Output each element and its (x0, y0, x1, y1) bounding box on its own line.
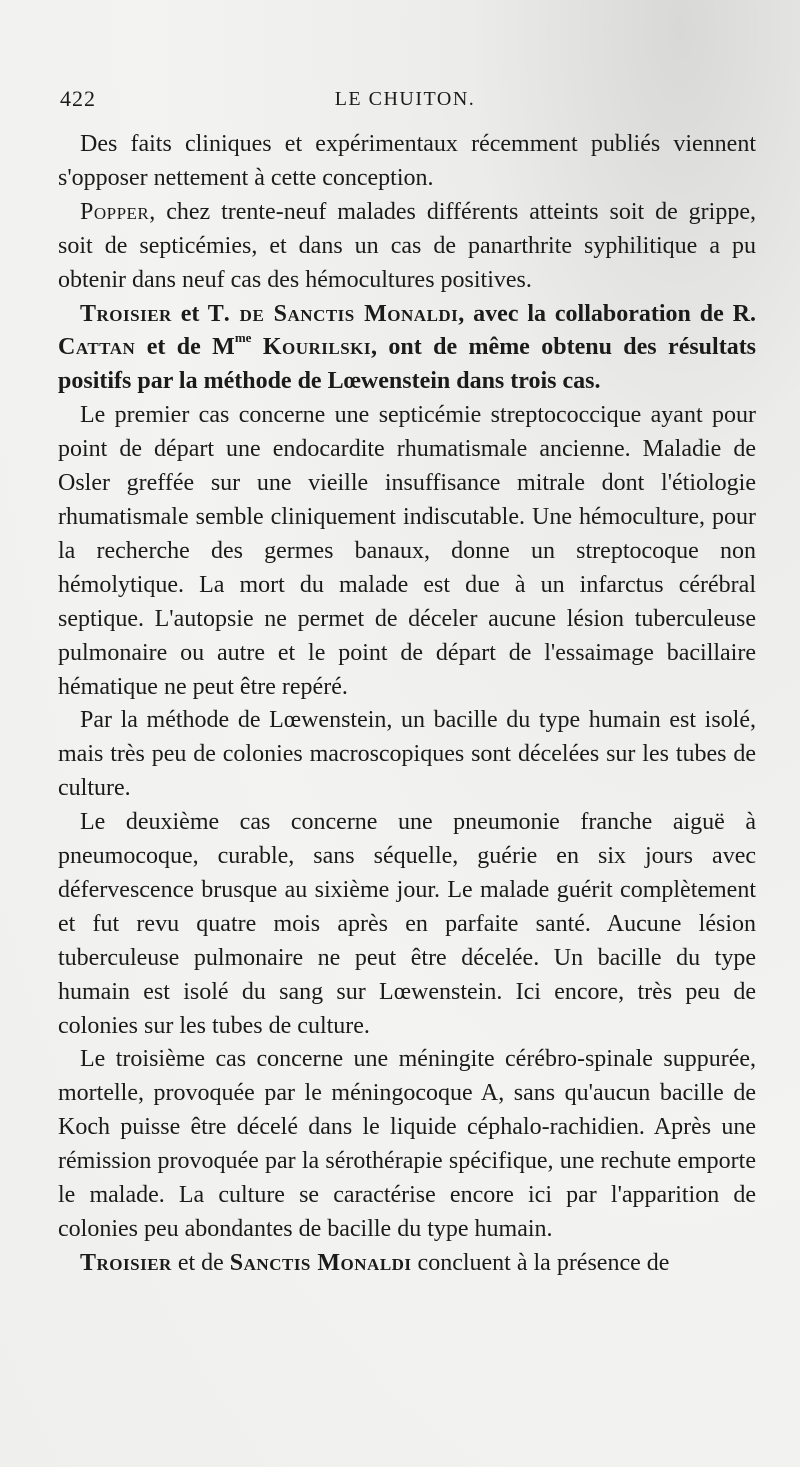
paragraph-text: concluent à la présence de (411, 1249, 670, 1276)
author-name: Cattan (58, 334, 136, 361)
paragraph-8 (58, 1247, 756, 1281)
page-number: 422 (60, 86, 96, 111)
paragraph-text: Des faits cliniques et expérimentaux récemment publiés viennent s'opposer nettement à cette conception. (58, 131, 756, 191)
paragraph-5 (58, 704, 756, 806)
paragraph-7 (58, 1043, 756, 1246)
paragraph-text: Le deuxième cas concerne une pneumonie franche aiguë à pneumocoque, curable, sans séquelle, guérie en six jours avec défervescence brusque au sixième jour. Le malade guérit complètement et fut revu quatre mois après en parfaite santé. Aucune lésion tuberculeuse pulmonaire ne peut être décelée. Un bacille du type humain est isolé du sang sur Lœwenstein. Ici encore, très peu de colonies sur les tubes de culture. (58, 809, 756, 1039)
running-title: LE CHUITON. (334, 88, 476, 110)
author-name: Popper (80, 198, 150, 225)
text-fragment: et de (171, 1249, 230, 1276)
text-fragment: et T (171, 300, 224, 327)
superscript: me (234, 330, 252, 346)
author-name: Troisier (80, 1249, 172, 1276)
paragraph-text: Le troisième cas concerne une méningite cérébro-spinale suppurée, mortelle, provoquée par le méningocoque A, sans qu'aucun bacille de Koch puisse être décelé dans le liquide céphalo-rachidien. Après une rémission provoquée par la sérothérapie spécifique, une rechute emporte le malade. La culture se caractérise encore ici par l'apparition de colonies peu abondantes de bacille du type humain. (58, 1046, 756, 1242)
paragraph-3 (58, 298, 756, 400)
author-name: . de Sanctis Monaldi (223, 300, 459, 327)
text-fragment: , avec la collaboration de R. (458, 300, 756, 327)
paragraph-6 (58, 806, 756, 1043)
paragraph-text: Par la méthode de Lœwenstein, un bacille du type humain est isolé, mais très peu de colonies macroscopiques sont décelées sur les tubes de culture. (58, 707, 756, 802)
paragraph-text: , ont de même obtenu des résultats positifs par la méthode de Lœwenstein dans trois cas. (58, 334, 757, 395)
paragraph-text: , chez trente-neuf malades différents atteints soit de grippe, soit de septicémies, et dans un cas de panarthrite syphilitique a pu obtenir dans neuf cas des hémocultures positives. (58, 198, 756, 293)
author-name: Troisier (80, 300, 172, 327)
author-name: Sanctis Monaldi (229, 1249, 412, 1276)
paragraph-4 (58, 399, 756, 704)
text-fragment: et de M (135, 334, 235, 361)
body-text (58, 128, 756, 1281)
page-header (60, 86, 750, 116)
paragraph-2 (58, 196, 756, 298)
text-fragment (251, 334, 262, 360)
paragraph-1 (58, 128, 756, 196)
author-name: Kourilski (262, 334, 372, 361)
paragraph-text: Le premier cas concerne une septicémie streptococcique ayant pour point de départ une endocardite rhumatismale ancienne. Maladie de Osler greffée sur une vieille insuffisance mitrale dont l'étiologie rhumatismale semble cliniquement indiscutable. Une hémoculture, pour la recherche des germes banaux, donne un streptocoque non hémolytique. La mort du malade est due à un infarctus cérébral septique. L'autopsie ne permet de déceler aucune lésion tuberculeuse pulmonaire ou autre et le point de départ de l'essaimage bacillaire hématique ne peut être repéré. (58, 402, 756, 700)
